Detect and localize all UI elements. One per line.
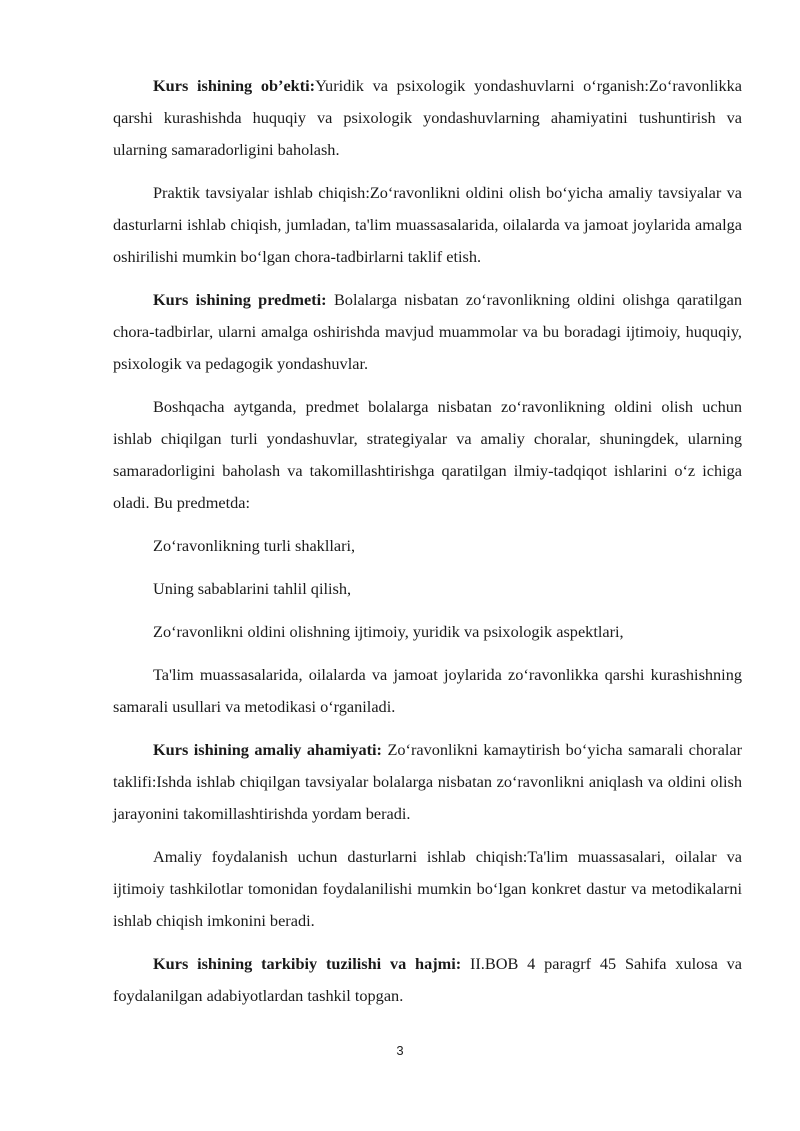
page-number: 3 <box>396 1043 404 1058</box>
paragraph-recommendations <box>113 177 742 273</box>
paragraph-text: Zo‘ravonlikning turli shakllari, <box>153 536 356 555</box>
paragraph-text: Praktik tavsiyalar ishlab chiqish:Zo‘ravonlikni oldini olish bo‘yicha amaliy tavsiyalar va dasturlarni ishlab chiqish, jumladan, ta'lim muassasalarida, oilalarda va jamoat joylarida amalga oshirilishi mumkin bo‘lgan chora-tadbirlarni taklif etish. <box>113 183 742 266</box>
paragraph-text: Zo‘ravonlikni kamaytirish bo‘yicha samarali choralar taklifi:Ishda ishlab chiqilgan tavsiyalar bolalarga nisbatan zo‘ravonlikni aniqlash va oldini olish jarayonini takomillashtirishda yordam beradi. <box>113 740 742 823</box>
paragraph-significance <box>113 734 742 830</box>
paragraph-object <box>113 70 742 166</box>
paragraph-text: Ta'lim muassasalarida, oilalarda va jamoat joylarida zo‘ravonlikka qarshi kurashishning samarali usullari va metodikasi o‘rganiladi. <box>113 665 742 716</box>
paragraph-text: II.BOB 4 paragrf 45 Sahifa xulosa va foydalanilgan adabiyotlardan tashkil topgan. <box>113 954 742 1005</box>
paragraph-structure <box>113 948 742 1012</box>
list-item-causes <box>113 573 742 605</box>
heading-object: Kurs ishining ob’ekti: <box>153 76 316 95</box>
paragraph-text: Zo‘ravonlikni oldini olishning ijtimoiy, yuridik va psixologik aspektlari, <box>153 622 624 641</box>
document-page <box>113 70 742 1023</box>
heading-subject: Kurs ishining predmeti: <box>153 290 334 309</box>
heading-significance: Kurs ishining amaliy ahamiyati: <box>153 740 388 759</box>
paragraph-text: Yuridik va psixologik yondashuvlarni o‘rganish:Zo‘ravonlikka qarshi kurashishda huquqiy va psixologik yondashuvlarning ahamiyatini tushuntirish va ularning samaradorligini baholash. <box>113 76 742 159</box>
paragraph-subject <box>113 284 742 380</box>
paragraph-subject-details <box>113 391 742 519</box>
list-item-forms <box>113 530 742 562</box>
paragraph-text: Bolalarga nisbatan zo‘ravonlikning oldini olishga qaratilgan chora-tadbirlar, ularni amalga oshirishda mavjud muammolar va bu boradagi ijtimoiy, huquqiy, psixologik va pedagogik yondashuvlar. <box>113 290 742 373</box>
paragraph-text: Boshqacha aytganda, predmet bolalarga nisbatan zo‘ravonlikning oldini olish uchun ishlab chiqilgan turli yondashuvlar, strategiyalar va amaliy choralar, shuningdek, ularning samaradorligini baholash va takomillashtirishga qaratilgan ilmiy-tadqiqot ishlarini o‘z ichiga oladi. Bu predmetda: <box>113 397 742 512</box>
paragraph-programs <box>113 841 742 937</box>
paragraph-text: Amaliy foydalanish uchun dasturlarni ishlab chiqish:Ta'lim muassasalari, oilalar va ijtimoiy tashkilotlar tomonidan foydalanilishi mumkin bo‘lgan konkret dastur va metodikalarni ishlab chiqish imkonini beradi. <box>113 847 742 930</box>
paragraph-text: Uning sabablarini tahlil qilish, <box>153 579 352 598</box>
list-item-methods <box>113 659 742 723</box>
list-item-aspects <box>113 616 742 648</box>
heading-structure: Kurs ishining tarkibiy tuzilishi va hajmi: <box>153 954 470 973</box>
